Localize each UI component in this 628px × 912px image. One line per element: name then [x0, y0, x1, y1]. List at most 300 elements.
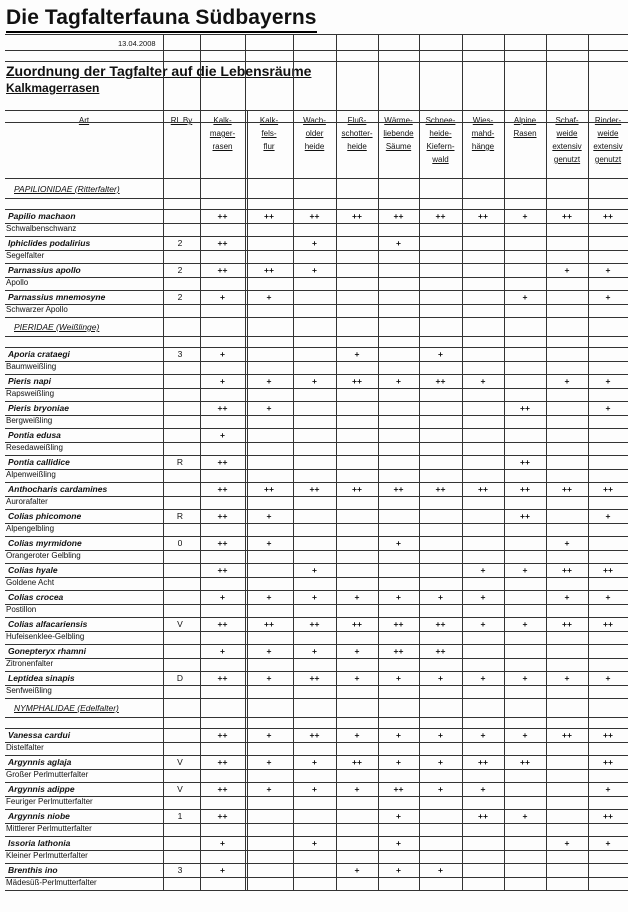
grid-line	[5, 178, 628, 179]
species-scientific-name: Parnassius apollo	[8, 265, 81, 275]
column-header-line: Schnee-	[425, 116, 456, 125]
species-scientific-name: Pontia edusa	[8, 430, 61, 440]
species-common-name: Apollo	[6, 278, 29, 287]
column-divider	[588, 34, 589, 891]
species-common-name: Orangeroter Gelbling	[6, 551, 81, 560]
grid-line	[5, 223, 628, 224]
column-header-line: flur	[263, 142, 275, 151]
habitat-mark: ++	[393, 619, 404, 629]
habitat-mark: +	[312, 646, 317, 656]
column-divider	[462, 34, 463, 891]
species-scientific-name: Issoria lathonia	[8, 838, 71, 848]
column-divider	[419, 34, 420, 891]
habitat-mark: ++	[562, 484, 572, 494]
habitat-mark: +	[220, 838, 225, 848]
grid-line	[5, 685, 628, 686]
column-header-line: Wies-	[472, 116, 494, 125]
species-scientific-name: Argynnis niobe	[8, 811, 70, 821]
habitat-mark: ++	[393, 646, 404, 656]
habitat-mark: +	[438, 784, 443, 794]
species-scientific-name: Gonepteryx rhamni	[8, 646, 86, 656]
grid-line	[5, 644, 628, 645]
column-header-5	[336, 114, 378, 153]
species-common-name: Distelfalter	[6, 743, 44, 752]
grid-line	[5, 428, 628, 429]
species-common-name: Goldene Acht	[6, 578, 55, 587]
column-header-line: rasen	[212, 142, 233, 151]
red-list-status: 2	[177, 238, 183, 248]
grid-line	[5, 61, 628, 62]
grid-line	[5, 482, 628, 483]
grid-line	[5, 809, 628, 810]
column-header-line: Wach-	[303, 116, 326, 125]
grid-line	[5, 523, 628, 524]
habitat-mark: +	[605, 376, 611, 386]
habitat-mark: +	[220, 646, 225, 656]
habitat-mark: +	[266, 376, 272, 386]
habitat-mark: ++	[603, 211, 613, 221]
species-common-name: Aurorafalter	[6, 497, 48, 506]
red-list-status: R	[176, 511, 184, 521]
habitat-mark: ++	[393, 784, 404, 794]
habitat-mark: +	[522, 292, 528, 302]
species-common-name: Bergweißling	[6, 416, 53, 425]
habitat-mark: ++	[217, 673, 228, 683]
grid-line	[5, 590, 628, 591]
habitat-mark: +	[564, 838, 570, 848]
habitat-mark: ++	[264, 211, 274, 221]
column-header-line: heide	[347, 142, 367, 151]
column-header-9	[504, 114, 546, 140]
habitat-mark: +	[220, 430, 225, 440]
grid-line	[5, 850, 628, 851]
species-scientific-name: Colias myrmidone	[8, 538, 82, 548]
habitat-mark: +	[522, 730, 528, 740]
habitat-mark: ++	[264, 619, 274, 629]
column-header-line: mager-	[209, 129, 236, 138]
habitat-mark: ++	[435, 484, 446, 494]
column-header-line: Schaf-	[555, 116, 579, 125]
grid-line	[5, 469, 628, 470]
grid-line	[5, 122, 628, 123]
habitat-mark: ++	[352, 376, 362, 386]
column-divider	[200, 34, 201, 891]
grid-line	[5, 658, 628, 659]
habitat-mark: +	[266, 673, 272, 683]
column-header-line: Kalk-	[213, 116, 232, 125]
habitat-mark: ++	[435, 376, 446, 386]
habitat-mark: +	[438, 865, 443, 875]
habitat-mark: ++	[603, 484, 613, 494]
species-scientific-name: Vanessa cardui	[8, 730, 71, 740]
species-common-name: Hufeisenklee-Gelbling	[6, 632, 85, 641]
habitat-mark: ++	[562, 619, 572, 629]
species-common-name: Feuriger Perlmutterfalter	[6, 797, 93, 806]
habitat-mark: ++	[217, 565, 228, 575]
habitat-mark: +	[522, 211, 528, 221]
habitat-mark: ++	[217, 511, 228, 521]
habitat-mark: +	[220, 376, 225, 386]
habitat-mark: +	[396, 538, 401, 548]
habitat-mark: ++	[562, 211, 572, 221]
species-scientific-name: Colias crocea	[8, 592, 64, 602]
habitat-mark: +	[396, 838, 401, 848]
habitat-mark: +	[522, 619, 528, 629]
red-list-status: 0	[177, 538, 183, 548]
column-divider	[336, 34, 337, 891]
habitat-mark: ++	[352, 211, 362, 221]
habitat-mark: +	[396, 673, 401, 683]
habitat-mark: ++	[435, 211, 446, 221]
habitat-mark: +	[522, 673, 528, 683]
habitat-mark: ++	[217, 457, 228, 467]
habitat-mark: ++	[309, 730, 320, 740]
habitat-mark: +	[438, 592, 443, 602]
habitat-mark: ++	[520, 457, 530, 467]
grid-line	[5, 50, 628, 51]
species-scientific-name: Colias hyale	[8, 565, 58, 575]
habitat-mark: +	[266, 757, 272, 767]
column-header-line: genutzt	[594, 155, 622, 164]
red-list-status: 2	[177, 265, 183, 275]
habitat-mark: +	[522, 565, 528, 575]
column-header-line: Kalk-	[259, 116, 279, 125]
habitat-mark: +	[480, 619, 486, 629]
grid-line	[5, 374, 628, 375]
grid-line	[5, 209, 628, 210]
habitat-mark: ++	[435, 646, 446, 656]
grid-line	[5, 577, 628, 578]
grid-line	[5, 361, 628, 362]
habitat-mark: +	[220, 865, 225, 875]
habitat-mark: ++	[478, 211, 488, 221]
habitat-mark: ++	[520, 484, 530, 494]
red-list-status: R	[176, 457, 184, 467]
species-common-name: Kleiner Perlmutterfalter	[6, 851, 88, 860]
column-header-line: hänge	[471, 142, 495, 151]
grid-line	[5, 823, 628, 824]
column-header-line: genutzt	[553, 155, 581, 164]
habitat-mark: +	[266, 646, 272, 656]
column-header-line: Rinder-	[594, 116, 622, 125]
column-header-3	[245, 114, 293, 153]
column-header-line: extensiv	[593, 142, 623, 151]
species-scientific-name: Colias alfacariensis	[8, 619, 88, 629]
grid-line	[5, 550, 628, 551]
habitat-mark: +	[396, 592, 401, 602]
habitat-mark: ++	[478, 811, 488, 821]
habitat-mark: +	[354, 730, 360, 740]
habitat-mark: ++	[217, 757, 228, 767]
document-title: Die Tagfalterfauna Südbayerns	[6, 5, 317, 33]
column-header-line: liebende	[383, 129, 414, 138]
habitat-mark: ++	[217, 238, 228, 248]
habitat-mark: +	[266, 784, 272, 794]
habitat-mark: ++	[352, 757, 362, 767]
column-header-line: Wärme-	[384, 116, 413, 125]
column-header-line: Alpine	[513, 116, 537, 125]
grid-line	[5, 304, 628, 305]
habitat-mark: ++	[217, 784, 228, 794]
column-header-1	[163, 114, 200, 127]
grid-line	[5, 863, 628, 864]
habitat-mark: ++	[435, 619, 446, 629]
species-scientific-name: Colias phicomone	[8, 511, 82, 521]
species-common-name: Mädesüß-Perlmutterfalter	[6, 878, 97, 887]
species-scientific-name: Iphiclides podalirius	[8, 238, 91, 248]
grid-line	[5, 317, 628, 318]
column-header-line: mahd-	[471, 129, 495, 138]
habitat-mark: +	[266, 292, 272, 302]
habitat-mark: ++	[309, 673, 320, 683]
habitat-mark: ++	[217, 403, 228, 413]
habitat-mark: +	[266, 592, 272, 602]
grid-line	[5, 388, 628, 389]
column-divider	[245, 34, 246, 891]
column-header-line: Säume	[385, 142, 412, 151]
habitat-mark: ++	[217, 265, 228, 275]
grid-line	[5, 455, 628, 456]
grid-line	[5, 263, 628, 264]
habitat-mark: +	[354, 349, 360, 359]
habitat-mark: ++	[520, 757, 530, 767]
grid-line	[5, 836, 628, 837]
habitat-mark: ++	[309, 619, 320, 629]
habitat-mark: ++	[309, 211, 320, 221]
habitat-mark: +	[522, 811, 528, 821]
grid-line	[5, 755, 628, 756]
column-header-line: RL By	[170, 116, 193, 125]
habitat-mark: ++	[603, 757, 613, 767]
column-header-line: Kiefern-	[426, 142, 455, 151]
habitat-mark: +	[480, 592, 486, 602]
column-divider	[293, 34, 294, 891]
species-scientific-name: Argynnis adippe	[8, 784, 75, 794]
habitat-mark: +	[220, 592, 225, 602]
grid-line	[5, 277, 628, 278]
habitat-mark: +	[312, 238, 317, 248]
habitat-mark: +	[480, 565, 486, 575]
habitat-mark: +	[354, 673, 360, 683]
red-list-status: V	[177, 784, 183, 794]
grid-line	[5, 509, 628, 510]
grid-line	[5, 442, 628, 443]
column-header-line: weide	[556, 129, 578, 138]
red-list-status: D	[176, 673, 184, 683]
habitat-mark: +	[480, 376, 486, 386]
column-divider	[163, 34, 164, 891]
species-common-name: Senfweißling	[6, 686, 52, 695]
species-common-name: Postillon	[6, 605, 37, 614]
habitat-mark: +	[396, 730, 401, 740]
habitat-mark: ++	[520, 511, 530, 521]
column-divider	[546, 34, 547, 891]
grid-line	[5, 717, 628, 718]
species-scientific-name: Pontia callidice	[8, 457, 70, 467]
habitat-mark: ++	[217, 730, 228, 740]
habitat-mark: +	[220, 349, 225, 359]
red-list-status: V	[177, 757, 183, 767]
red-list-status: V	[177, 619, 183, 629]
column-header-line: heide	[304, 142, 325, 151]
habitat-mark: ++	[562, 565, 572, 575]
grid-line	[5, 671, 628, 672]
grid-line	[5, 415, 628, 416]
habitat-mark: +	[312, 565, 317, 575]
species-scientific-name: Argynnis aglaja	[8, 757, 72, 767]
habitat-mark: ++	[217, 811, 228, 821]
red-list-status: 3	[177, 865, 183, 875]
habitat-mark: +	[396, 757, 401, 767]
grid-line	[5, 617, 628, 618]
habitat-mark: +	[266, 403, 272, 413]
habitat-mark: +	[605, 403, 611, 413]
habitat-mark: +	[480, 730, 486, 740]
document-date: 13.04.2008	[118, 39, 156, 48]
habitat-mark: ++	[478, 757, 488, 767]
species-common-name: Segelfalter	[6, 251, 45, 260]
column-header-0	[5, 114, 163, 127]
column-header-line: wald	[432, 155, 449, 164]
habitat-mark: +	[438, 673, 443, 683]
grid-line	[5, 698, 628, 699]
habitat-mark: +	[605, 265, 611, 275]
column-divider	[504, 34, 505, 891]
grid-line	[5, 250, 628, 251]
species-common-name: Rapsweißling	[6, 389, 55, 398]
column-header-line: heide-	[429, 129, 452, 138]
grid-line	[5, 769, 628, 770]
grid-line	[5, 290, 628, 291]
habitat-mark: +	[354, 784, 360, 794]
habitat-mark: ++	[562, 730, 572, 740]
column-header-line: weide	[597, 129, 619, 138]
habitat-mark: +	[605, 838, 611, 848]
column-header-line: Rasen	[513, 129, 537, 138]
habitat-mark: ++	[520, 403, 530, 413]
document-subtitle: Zuordnung der Tagfalter auf die Lebensräume	[6, 63, 312, 79]
species-scientific-name: Pieris bryoniae	[8, 403, 69, 413]
habitat-mark: ++	[217, 619, 228, 629]
habitat-mark: +	[605, 784, 611, 794]
grid-line	[5, 631, 628, 632]
species-scientific-name: Leptidea sinapis	[8, 673, 75, 683]
habitat-mark: +	[480, 673, 486, 683]
family-heading: NYMPHALIDAE (Edelfalter)	[14, 703, 119, 713]
grid-line	[5, 336, 628, 337]
column-header-6	[378, 114, 419, 153]
grid-line	[5, 496, 628, 497]
habitat-mark: +	[266, 730, 272, 740]
species-scientific-name: Papilio machaon	[8, 211, 76, 221]
habitat-mark: ++	[217, 211, 228, 221]
habitat-mark: ++	[264, 484, 274, 494]
habitat-mark: +	[605, 592, 611, 602]
red-list-status: 1	[177, 811, 183, 821]
red-list-status: 2	[177, 292, 183, 302]
habitat-mark: ++	[352, 484, 362, 494]
habitat-mark: +	[312, 376, 317, 386]
habitat-mark: +	[354, 592, 360, 602]
grid-line	[5, 742, 628, 743]
column-header-line: Art	[78, 116, 90, 125]
grid-line	[5, 34, 628, 35]
section-heading: Kalkmagerrasen	[6, 81, 100, 95]
grid-line	[5, 536, 628, 537]
habitat-mark: +	[354, 865, 360, 875]
grid-line	[5, 604, 628, 605]
habitat-mark: +	[564, 592, 570, 602]
habitat-mark: +	[220, 292, 225, 302]
red-list-status: 3	[177, 349, 183, 359]
species-scientific-name: Parnassius mnemosyne	[8, 292, 106, 302]
habitat-mark: +	[266, 511, 272, 521]
grid-line	[5, 236, 628, 237]
species-scientific-name: Aporia crataegi	[8, 349, 70, 359]
habitat-mark: ++	[309, 484, 320, 494]
column-header-line: older	[305, 129, 324, 138]
habitat-mark: ++	[217, 484, 228, 494]
habitat-mark: ++	[393, 484, 404, 494]
species-common-name: Zitronenfalter	[6, 659, 54, 668]
grid-line	[5, 890, 628, 891]
habitat-mark: ++	[478, 484, 488, 494]
column-divider	[378, 34, 379, 891]
habitat-mark: +	[438, 757, 443, 767]
habitat-mark: ++	[264, 265, 274, 275]
species-common-name: Großer Perlmutterfalter	[6, 770, 89, 779]
species-scientific-name: Anthocharis cardamines	[8, 484, 108, 494]
habitat-mark: +	[605, 292, 611, 302]
species-scientific-name: Brenthis ino	[8, 865, 58, 875]
habitat-mark: +	[438, 349, 443, 359]
species-common-name: Mittlerer Perlmutterfalter	[6, 824, 92, 833]
habitat-mark: ++	[217, 538, 228, 548]
species-scientific-name: Pieris napi	[8, 376, 51, 386]
habitat-mark: +	[480, 784, 486, 794]
species-common-name: Resedaweißling	[6, 443, 63, 452]
grid-line	[5, 198, 628, 199]
habitat-mark: +	[438, 730, 443, 740]
habitat-mark: +	[354, 646, 360, 656]
column-header-2	[200, 114, 245, 153]
column-header-line: fels-	[261, 129, 277, 138]
species-common-name: Baumweißling	[6, 362, 57, 371]
habitat-mark: +	[312, 592, 317, 602]
grid-line	[5, 347, 628, 348]
habitat-mark: +	[266, 538, 272, 548]
habitat-mark: +	[605, 511, 611, 521]
grid-line	[5, 796, 628, 797]
column-header-line: schotter-	[341, 129, 373, 138]
habitat-mark: +	[396, 865, 401, 875]
habitat-mark: +	[605, 673, 611, 683]
habitat-mark: +	[312, 784, 317, 794]
column-header-line: extensiv	[552, 142, 582, 151]
species-common-name: Alpengelbling	[6, 524, 55, 533]
column-header-4	[293, 114, 336, 153]
grid-line	[5, 877, 628, 878]
species-common-name: Schwarzer Apollo	[6, 305, 68, 314]
habitat-mark: +	[396, 238, 401, 248]
column-header-8	[462, 114, 504, 153]
family-heading: PAPILIONIDAE (Ritterfalter)	[14, 184, 120, 194]
grid-line	[5, 563, 628, 564]
habitat-mark: +	[564, 673, 570, 683]
habitat-mark: +	[312, 265, 317, 275]
species-common-name: Alpenweißling	[6, 470, 56, 479]
species-common-name: Schwalbenschwanz	[6, 224, 77, 233]
